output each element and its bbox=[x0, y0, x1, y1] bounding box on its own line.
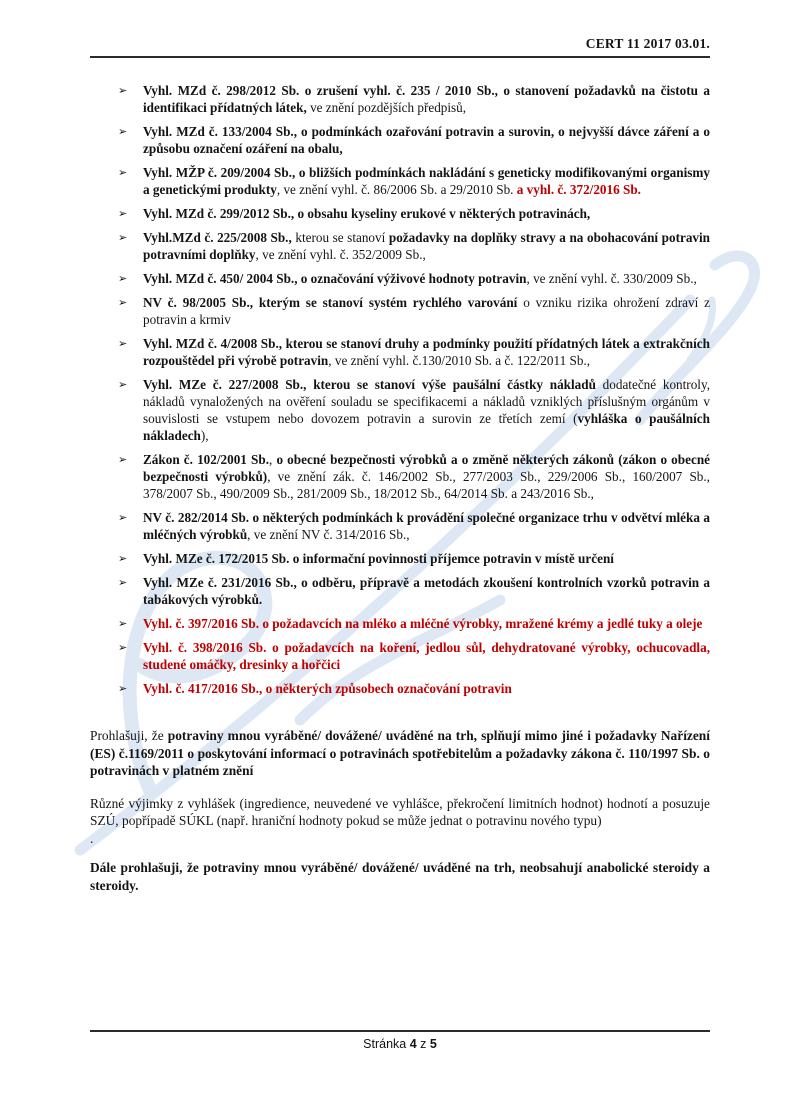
list-item bbox=[90, 205, 710, 222]
list-item-text bbox=[143, 229, 710, 263]
text-segment: o vzniku rizika ohrožení zdraví z potravin a krmiv bbox=[143, 295, 710, 327]
list-item-text bbox=[143, 205, 710, 222]
regulation-list bbox=[90, 82, 710, 697]
text-segment: Vyhl. č. 398/2016 Sb. o požadavcích na koření, jedlou sůl, dehydratované výrobky, ochucovadla, studené omáčky, dresinky a hořčici bbox=[143, 640, 710, 672]
list-item bbox=[90, 451, 710, 502]
list-item bbox=[90, 550, 710, 567]
list-item bbox=[90, 123, 710, 157]
page-number-text bbox=[363, 1037, 437, 1051]
list-item-text bbox=[143, 270, 710, 287]
arrow-bullet-icon: ➢ bbox=[118, 576, 128, 589]
arrow-bullet-icon: ➢ bbox=[118, 617, 128, 630]
page-footer bbox=[90, 1030, 710, 1051]
list-item bbox=[90, 82, 710, 116]
arrow-bullet-icon: ➢ bbox=[118, 125, 128, 138]
text-segment: Vyhl. MZe č. 227/2008 Sb., kterou se stanoví výše paušální částky nákladů bbox=[143, 377, 596, 392]
text-segment: ve znění pozdějších předpisů, bbox=[306, 100, 467, 115]
arrow-bullet-icon: ➢ bbox=[118, 682, 128, 695]
text-segment: požadavky na doplňky stravy a na obohacování potravin potravními doplňky bbox=[143, 230, 711, 262]
text-segment: , ve znění vyhl. č. 330/2009 Sb., bbox=[526, 271, 697, 286]
text-segment: , ve znění vyhl. č.130/2010 Sb. a č. 122/2011 Sb., bbox=[328, 353, 591, 368]
text-segment: Vyhl. MZd č. 298/2012 Sb. o zrušení vyhl. č. 235 / 2010 Sb., o stanovení požadavků na čistotu a identifikaci přídatných látek, bbox=[143, 83, 710, 115]
arrow-bullet-icon: ➢ bbox=[118, 84, 128, 97]
text-segment: Vyhl. MZd č. 450/ 2004 Sb., o označování výživové hodnoty potravin bbox=[143, 271, 527, 286]
list-item-text bbox=[143, 639, 710, 673]
list-item bbox=[90, 335, 710, 369]
arrow-bullet-icon: ➢ bbox=[118, 453, 128, 466]
text-segment: Zákon č. 102/2001 Sb. bbox=[143, 452, 270, 467]
text-segment: Vyhl. č. 417/2016 Sb., o některých způsobech označování potravin bbox=[143, 681, 512, 696]
arrow-bullet-icon: ➢ bbox=[118, 296, 128, 309]
text-segment: NV č. 98/2005 Sb., kterým se stanoví systém rychlého varování bbox=[143, 295, 518, 310]
list-item bbox=[90, 615, 710, 632]
text-segment: z bbox=[416, 1037, 430, 1051]
text-segment: Stránka bbox=[363, 1037, 410, 1051]
text-segment: dodatečné kontroly, nákladů vynaložených na ověření souladu se specifikacemi a nákladů vzniklých příslušným orgánům v souvislosti se vstupem nebo dovozem potravin a surovin ze třetích zemí ( bbox=[143, 377, 710, 426]
paragraph bbox=[90, 795, 710, 830]
arrow-bullet-icon: ➢ bbox=[118, 511, 128, 524]
list-item-text bbox=[143, 615, 710, 632]
text-segment: Vyhl.MZd č. 225/2008 Sb., bbox=[143, 230, 292, 245]
list-item bbox=[90, 574, 710, 608]
text-segment: ), bbox=[200, 428, 209, 443]
arrow-bullet-icon: ➢ bbox=[118, 231, 128, 244]
list-item bbox=[90, 509, 710, 543]
text-segment: Vyhl. č. 397/2016 Sb. o požadavcích na mléko a mléčné výrobky, mražené krémy a jedlé tuky a oleje bbox=[143, 616, 703, 631]
text-segment: , bbox=[269, 452, 277, 467]
list-item bbox=[90, 229, 710, 263]
text-segment: Vyhl. MZd č. 4/2008 Sb., kterou se stanoví druhy a podmínky použití přídatných látek a extrakčních rozpouštědel při výrobě potravin bbox=[143, 336, 710, 368]
list-item bbox=[90, 270, 710, 287]
text-segment: Různé výjimky z vyhlášek (ingredience, neuvedené ve vyhlášce, překročení limitních hodnot) hodnotí a posuzuje SZÚ, popřípadě SÚKL (např. hraniční hodnoty pokud se může jednat o potravinu nového typu) bbox=[90, 795, 710, 828]
arrow-bullet-icon: ➢ bbox=[118, 207, 128, 220]
list-item-text bbox=[143, 294, 710, 328]
declaration-paragraphs bbox=[90, 727, 710, 894]
text-segment: NV č. 282/2014 Sb. o některých podmínkách k provádění společné organizace trhu v odvětví mléka a mléčných výrobků bbox=[143, 510, 710, 542]
header-title: CERT 11 2017 03.01. bbox=[585, 36, 710, 51]
arrow-bullet-icon: ➢ bbox=[118, 166, 128, 179]
list-item bbox=[90, 164, 710, 198]
arrow-bullet-icon: ➢ bbox=[118, 641, 128, 654]
list-item-text bbox=[143, 509, 710, 543]
text-segment: o obecné bezpečnosti výrobků a o změně některých zákonů (zákon o obecné bezpečnosti výrobků) bbox=[143, 452, 711, 484]
text-segment: , ve znění vyhl. č. 86/2006 Sb. a 29/2010 Sb. bbox=[276, 182, 517, 197]
list-item bbox=[90, 680, 710, 697]
text-segment: kterou se stanoví bbox=[291, 230, 389, 245]
list-item-text bbox=[143, 123, 710, 157]
document-body bbox=[90, 82, 710, 909]
list-item bbox=[90, 376, 710, 444]
list-item-text bbox=[143, 574, 710, 608]
list-item-text bbox=[143, 376, 710, 444]
text-segment: 5 bbox=[429, 1037, 437, 1051]
list-item-text bbox=[143, 451, 710, 502]
text-segment: , ve znění zák. č. 146/2002 Sb., 277/2003 Sb., 229/2006 Sb., 160/2007 Sb., 378/2007 Sb., 490/2009 Sb., 281/2009 Sb., 18/2012 Sb., 64/2014 Sb. a 243/2016 Sb., bbox=[143, 469, 710, 501]
list-item bbox=[90, 639, 710, 673]
text-segment: , ve znění NV č. 314/2016 Sb., bbox=[247, 527, 410, 542]
list-item-text bbox=[143, 335, 710, 369]
text-segment: a vyhl. č. 372/2016 Sb. bbox=[516, 182, 641, 197]
arrow-bullet-icon: ➢ bbox=[118, 272, 128, 285]
list-item-text bbox=[143, 550, 710, 567]
arrow-bullet-icon: ➢ bbox=[118, 337, 128, 350]
list-item bbox=[90, 294, 710, 328]
text-segment: Vyhl. MŽP č. 209/2004 Sb., o bližších podmínkách nakládání s geneticky modifikovanými organismy a genetickými produkty bbox=[143, 165, 710, 197]
text-segment: Dále prohlašuji, že potraviny mnou vyráběné/ dovážené/ uváděné na trh, neobsahují anabolické steroidy a steroidy. bbox=[90, 860, 710, 893]
text-segment: 4 bbox=[409, 1037, 417, 1051]
text-segment: vyhláška o paušálních nákladech bbox=[143, 411, 710, 443]
text-segment: potraviny mnou vyráběné/ dovážené/ uváděné na trh, splňují mimo jiné i požadavky Nařízení (ES) č.1169/2011 o poskytování informací o potravinách spotřebitelům a požadavky zákona č. 110/1997 Sb. o potravinách v platném znění bbox=[90, 728, 710, 778]
text-segment: . bbox=[90, 830, 94, 846]
arrow-bullet-icon: ➢ bbox=[118, 378, 128, 391]
paragraph bbox=[90, 727, 710, 780]
text-segment: Prohlašuji, že bbox=[90, 728, 168, 743]
text-segment: Vyhl. MZd č. 133/2004 Sb., o podmínkách ozařování potravin a surovin, o nejvyšší dávce záření a o způsobu označení ozáření na obalu, bbox=[143, 124, 710, 156]
list-item-text bbox=[143, 164, 710, 198]
text-segment: Vyhl. MZe č. 231/2016 Sb., o odběru, přípravě a metodách zkoušení kontrolních vzorků potravin a tabákových výrobků. bbox=[143, 575, 710, 607]
text-segment: Vyhl. MZd č. 299/2012 Sb., o obsahu kyseliny erukové v některých potravinách, bbox=[143, 206, 591, 221]
page-header bbox=[90, 36, 710, 58]
list-item-text bbox=[143, 82, 710, 116]
text-segment: , ve znění vyhl. č. 352/2009 Sb., bbox=[255, 247, 426, 262]
text-segment: Vyhl. MZe č. 172/2015 Sb. o informační povinnosti příjemce potravin v místě určení bbox=[143, 551, 614, 566]
paragraph bbox=[90, 830, 710, 848]
paragraph bbox=[90, 859, 710, 894]
arrow-bullet-icon: ➢ bbox=[118, 552, 128, 565]
list-item-text bbox=[143, 680, 710, 697]
